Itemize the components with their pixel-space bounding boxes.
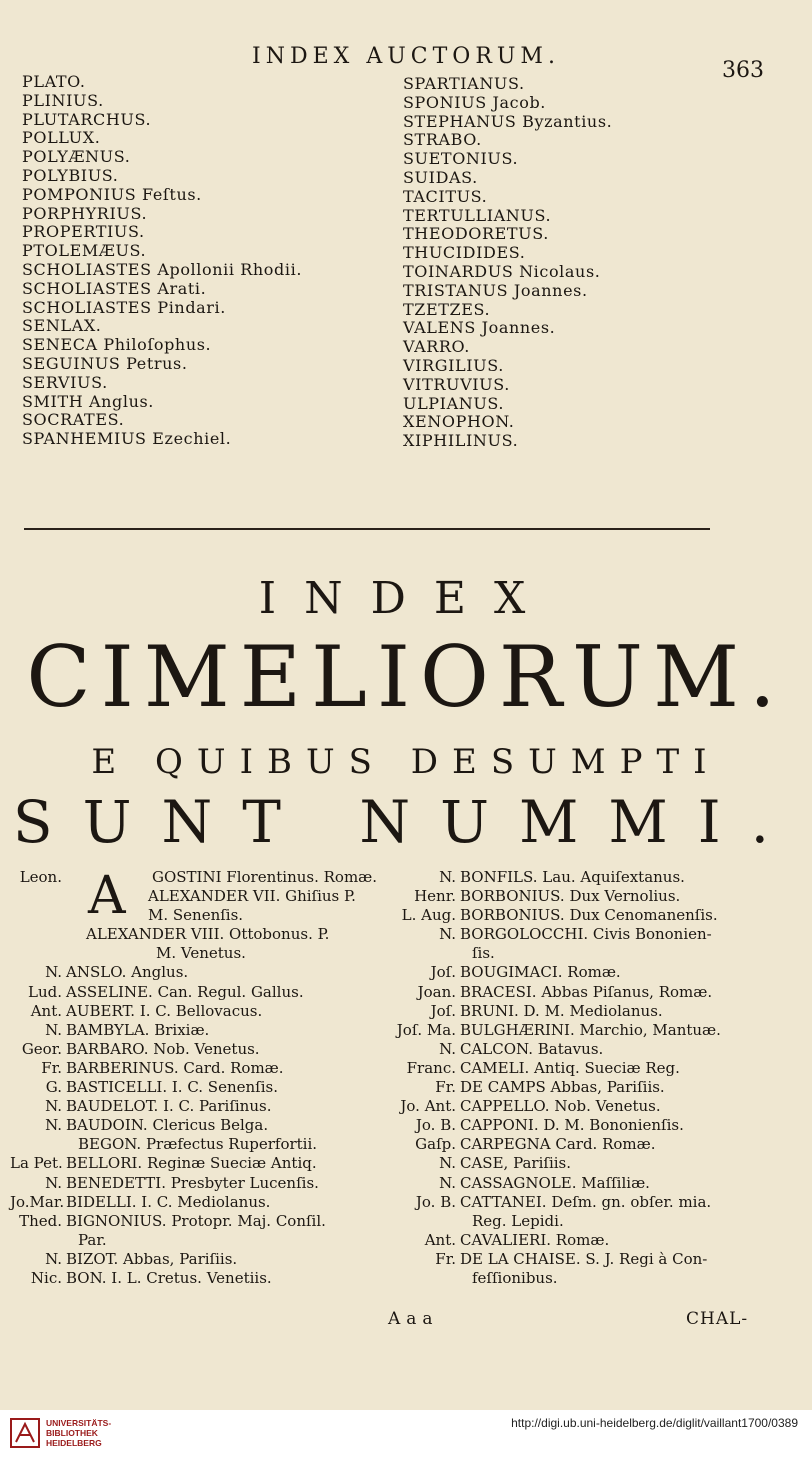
author-entry: PLINIUS.: [22, 90, 104, 110]
author-entry: SPARTIANUS.: [403, 74, 525, 93]
collector-entry: [10, 1097, 377, 1116]
entry-prefix: N.: [45, 963, 62, 982]
author-entry: SENLAX.: [22, 316, 102, 336]
collector-entry: [10, 1231, 377, 1250]
entry-prefix: Gaſp.: [415, 1135, 456, 1154]
entry-prefix: N.: [45, 1020, 62, 1039]
author-entry: PTOLEMÆUS.: [22, 241, 147, 261]
entry-prefix: [10, 887, 66, 906]
author-entry: STRABO.: [403, 130, 482, 150]
entry-prefix: N.: [439, 1154, 456, 1173]
entry-prefix: Ant.: [424, 1230, 456, 1249]
collector-entry: [10, 1269, 377, 1288]
cimelia-left-column: [10, 868, 377, 1288]
entry-prefix: L. Aug.: [401, 906, 456, 925]
entry-prefix: Fr.: [435, 1249, 456, 1268]
collector-entry: [10, 1135, 377, 1154]
author-entry: THUCIDIDES.: [403, 243, 526, 263]
entry-name: BORBONIUS. Dux Vernolius.: [460, 887, 681, 906]
entry-prefix: Joſ.: [430, 1001, 456, 1020]
entry-name: CARPEGNA Card. Romæ.: [460, 1135, 656, 1154]
collector-entry: [10, 1212, 377, 1231]
entry-name: ALEXANDER VIII. Ottobonus. P.: [86, 925, 330, 944]
entry-prefix: [10, 906, 66, 925]
collector-entry: [384, 1212, 721, 1231]
author-entry: POLLUX.: [22, 128, 101, 148]
author-entry: THEODORETUS.: [403, 224, 549, 244]
library-name-line: UNIVERSITÄTS-: [46, 1418, 112, 1428]
author-entry: TERTULLIANUS.: [403, 205, 552, 225]
entry-name: BOUGIMACI. Romæ.: [460, 963, 621, 982]
page-number: 363: [722, 58, 764, 83]
library-name-line: HEIDELBERG: [46, 1438, 102, 1448]
entry-prefix: Jo.Mar.: [10, 1192, 65, 1211]
collector-entry: [384, 887, 721, 906]
collector-entry: [384, 1231, 721, 1250]
entry-name: ASSELINE. Can. Regul. Gallus.: [66, 982, 304, 1001]
entry-name: BONFILS. Lau. Aquiſextanus.: [460, 868, 685, 886]
library-name[interactable]: [46, 1418, 111, 1448]
collector-entry: [384, 963, 721, 982]
running-title: INDEX AUCTORUM.: [252, 44, 560, 69]
entry-name: CAMELI. Antiq. Sueciæ Reg.: [460, 1058, 680, 1077]
entry-name: AUBERT. I. C. Bellovacus.: [66, 1001, 263, 1020]
catchword: CHAL-: [686, 1309, 749, 1329]
signature-mark: Aaa: [388, 1309, 439, 1329]
entry-prefix: N.: [45, 1097, 62, 1116]
author-entry: SUETONIUS.: [403, 149, 519, 169]
author-entry: SMITH Anglus.: [22, 391, 154, 411]
entry-prefix: G.: [45, 1078, 62, 1097]
entry-name: ANSLO. Anglus.: [66, 963, 189, 982]
viewer-footer: [0, 1410, 812, 1463]
entry-prefix: Joſ.: [430, 963, 456, 982]
collector-entry: [10, 1021, 377, 1040]
author-entry: VALENS Joannes.: [403, 318, 556, 338]
entry-name: ALEXANDER VII. Ghiſius P.: [148, 887, 356, 906]
collector-entry: [10, 1154, 377, 1173]
entry-name: BENEDETTI. Presbyter Lucenſis.: [66, 1173, 319, 1192]
title-sunt-nummi: SUNT NUMMI.: [12, 788, 800, 856]
collector-entry: [10, 983, 377, 1002]
collector-entry: [10, 944, 377, 963]
author-entry: POLYBIUS.: [22, 165, 119, 185]
entry-name: Reg. Lepidi.: [472, 1211, 564, 1230]
collector-entry: [10, 906, 377, 925]
entry-name: GOSTINI Florentinus. Romæ.: [152, 868, 378, 886]
entry-prefix: N.: [439, 1173, 456, 1192]
entry-prefix: N.: [45, 1173, 62, 1192]
cimelia-right-column: [384, 868, 721, 1288]
author-entry: SUIDAS.: [403, 167, 478, 187]
author-entry: PLUTARCHUS.: [22, 109, 152, 129]
entry-name: feſſionibus.: [472, 1268, 558, 1287]
entry-name: CAPPELLO. Nob. Venetus.: [460, 1097, 661, 1116]
entry-name: BASTICELLI. I. C. Senenſis.: [66, 1078, 278, 1097]
author-entry: SENECA Philoſophus.: [22, 335, 212, 355]
collector-entry: [384, 1269, 721, 1288]
collector-entry: [384, 1040, 721, 1059]
collector-entry: [384, 1193, 721, 1212]
entry-prefix: Fr.: [435, 1078, 456, 1097]
entry-name: ſis.: [472, 944, 495, 963]
collector-entry: [10, 1078, 377, 1097]
entry-prefix: N.: [439, 925, 456, 944]
collector-entry: [384, 1174, 721, 1193]
author-entry: TRISTANUS Joannes.: [403, 280, 588, 300]
collector-entry: [384, 1059, 721, 1078]
auctores-right-column: [403, 75, 612, 451]
entry-prefix: N.: [439, 1039, 456, 1058]
entry-name: DE LA CHAISE. S. J. Regi à Con-: [460, 1249, 708, 1268]
entry-prefix: Jo. B.: [415, 1116, 456, 1135]
author-entry: STEPHANUS Byzantius.: [403, 111, 613, 131]
entry-prefix: [384, 1212, 460, 1231]
author-entry: SOCRATES.: [22, 410, 125, 430]
collector-entry: [10, 1059, 377, 1078]
collector-entry: [10, 1250, 377, 1269]
entry-name: BELLORI. Reginæ Sueciæ Antiq.: [66, 1154, 317, 1173]
entry-name: BIGNONIUS. Protopr. Maj. Conſil.: [66, 1211, 326, 1230]
entry-prefix: Henr.: [414, 887, 456, 906]
author-entry: ULPIANUS.: [403, 393, 505, 413]
entry-name: BULGHÆRINI. Marchio, Mantuæ.: [460, 1020, 721, 1039]
entry-prefix: Jo. B.: [415, 1192, 456, 1211]
entry-name: BAUDOIN. Clericus Belga.: [66, 1116, 269, 1135]
collector-entry: [384, 868, 721, 887]
collector-entry: [10, 887, 377, 906]
entry-name: BRACESI. Abbas Piſanus, Romæ.: [460, 982, 713, 1001]
library-name-line: BIBLIOTHEK: [46, 1428, 98, 1438]
entry-prefix: Jo. Ant.: [400, 1097, 456, 1116]
entry-name: M. Senenſis.: [148, 906, 244, 925]
title-index: INDEX: [258, 573, 554, 624]
collector-entry: [384, 1078, 721, 1097]
author-entry: VIRGILIUS.: [403, 355, 504, 375]
entry-prefix: [10, 1231, 66, 1250]
entry-name: BAMBYLA. Brixiæ.: [66, 1020, 210, 1039]
entry-prefix: N.: [45, 1249, 62, 1268]
collector-entry: [384, 1021, 721, 1040]
entry-name: BRUNI. D. M. Mediolanus.: [460, 1001, 663, 1020]
entry-name: BAUDELOT. I. C. Pariſinus.: [66, 1097, 272, 1116]
author-entry: PLATO.: [22, 72, 86, 91]
collector-entry: [10, 963, 377, 982]
collector-entry: [10, 868, 377, 887]
entry-name: CASE, Pariſiis.: [460, 1154, 572, 1173]
collector-entry: [10, 1116, 377, 1135]
entry-prefix: Joan.: [417, 982, 456, 1001]
entry-prefix: [384, 944, 460, 963]
collector-entry: [384, 1097, 721, 1116]
author-entry: VARRO.: [403, 337, 470, 357]
entry-prefix: Nic.: [30, 1268, 62, 1287]
entry-name: BARBERINUS. Card. Romæ.: [66, 1058, 284, 1077]
collector-entry: [384, 1250, 721, 1269]
entry-name: BARBARO. Nob. Venetus.: [66, 1039, 260, 1058]
author-entry: POMPONIUS Feſtus.: [22, 184, 202, 204]
collector-entry: [384, 1002, 721, 1021]
entry-name: BEGON. Præfectus Ruperfortii.: [78, 1135, 318, 1154]
entry-prefix: Leon.: [19, 868, 62, 886]
entry-name: CASSAGNOLE. Maſſiliæ.: [460, 1173, 650, 1192]
entry-prefix: Ant.: [30, 1001, 62, 1020]
author-entry: PORPHYRIUS.: [22, 203, 148, 223]
entry-name: CAPPONI. D. M. Bononienſis.: [460, 1116, 684, 1135]
entry-name: CATTANEI. Deſm. gn. obſer. mia.: [460, 1192, 712, 1211]
collector-entry: [10, 1174, 377, 1193]
author-entry: SPANHEMIUS Ezechiel.: [22, 429, 232, 449]
title-subtitle: E QUIBUS DESUMPTI: [91, 742, 721, 782]
entry-name: M. Venetus.: [156, 944, 246, 963]
author-entry: POLYÆNUS.: [22, 147, 131, 167]
auctores-left-column: [22, 73, 302, 449]
entry-name: BORBONIUS. Dux Cenomanenſis.: [460, 906, 718, 925]
author-entry: TZETZES.: [403, 299, 491, 319]
author-entry: SPONIUS Jacob.: [403, 92, 546, 112]
entry-name: BORGOLOCCHI. Civis Bononien-: [460, 925, 712, 944]
collector-entry: [10, 1193, 377, 1212]
entry-name: DE CAMPS Abbas, Pariſiis.: [460, 1078, 665, 1097]
author-entry: VITRUVIUS.: [403, 374, 510, 394]
collector-entry: [384, 944, 721, 963]
author-entry: SERVIUS.: [22, 372, 108, 392]
entry-prefix: Franc.: [406, 1058, 456, 1077]
entry-prefix: [384, 1269, 460, 1288]
author-entry: TACITUS.: [403, 186, 488, 206]
entry-prefix: Joſ. Ma.: [396, 1020, 456, 1039]
entry-name: BIZOT. Abbas, Pariſiis.: [66, 1249, 238, 1268]
author-entry: TOINARDUS Nicolaus.: [403, 261, 601, 281]
collector-entry: [384, 906, 721, 925]
author-entry: SCHOLIASTES Apollonii Rhodii.: [22, 259, 303, 279]
collector-entry: [10, 925, 377, 944]
collector-entry: [10, 1040, 377, 1059]
drop-cap: A: [88, 866, 126, 926]
collector-entry: [384, 1116, 721, 1135]
author-entry: SEGUINUS Petrus.: [22, 353, 188, 373]
permalink-url[interactable]: http://digi.ub.uni-heidelberg.de/diglit/vaillant1700/0389: [511, 1416, 798, 1430]
entry-name: BIDELLI. I. C. Mediolanus.: [66, 1192, 271, 1211]
entry-prefix: N.: [439, 868, 456, 886]
entry-name: Par.: [78, 1230, 107, 1249]
entry-prefix: Lud.: [28, 982, 62, 1001]
collector-entry: [384, 983, 721, 1002]
entry-prefix: Fr.: [41, 1058, 62, 1077]
entry-prefix: [10, 944, 66, 963]
entry-prefix: [10, 925, 66, 944]
entry-prefix: Thed.: [19, 1211, 62, 1230]
title-cimeliorum: CIMELIORUM.: [26, 628, 786, 726]
entry-name: CAVALIERI. Romæ.: [460, 1230, 610, 1249]
author-entry: SCHOLIASTES Arati.: [22, 278, 207, 298]
entry-name: CALCON. Batavus.: [460, 1039, 604, 1058]
collector-entry: [384, 925, 721, 944]
entry-prefix: Geor.: [21, 1039, 62, 1058]
author-entry: XIPHILINUS.: [403, 431, 519, 451]
entry-name: BON. I. L. Cretus. Venetiis.: [66, 1268, 272, 1287]
author-entry: XENOPHON.: [403, 412, 515, 432]
collector-entry: [384, 1135, 721, 1154]
author-entry: SCHOLIASTES Pindari.: [22, 297, 226, 317]
collector-entry: [10, 1002, 377, 1021]
section-divider: [24, 528, 710, 530]
entry-prefix: La Pet.: [10, 1154, 63, 1173]
collector-entry: [384, 1154, 721, 1173]
entry-prefix: N.: [45, 1116, 62, 1135]
library-logo-icon[interactable]: [10, 1418, 40, 1448]
author-entry: PROPERTIUS.: [22, 222, 145, 242]
entry-prefix: [10, 1135, 66, 1154]
